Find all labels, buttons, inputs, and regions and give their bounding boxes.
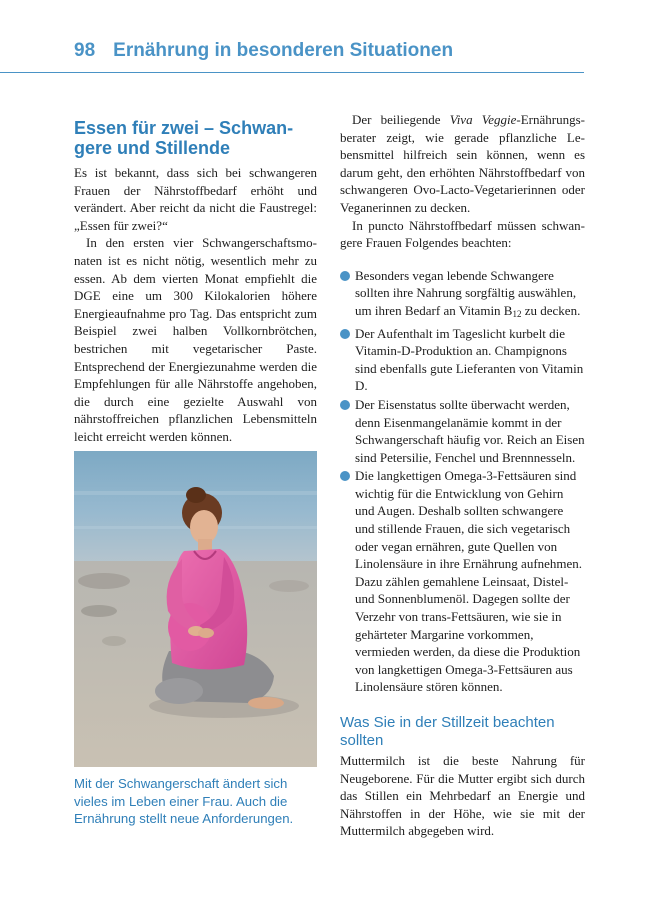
bullet-1-subscript: 12 (512, 308, 522, 319)
bullet-4-text: Die langkettigen Omega-3-Fettsäuren sind wichtig für die Entwicklung von Gehirn und Augen. Deshalb sollten schwangere und stillende Frauen, die sich vegetarisch oder vegan ernähren, gute Quellen von Linolensäure in ihre Ernährung aufnehmen. Dazu zählen gemahlene Leinsaat, Distel- und Sonnenblumenöl. Dagegen sollte der Verzehr von trans-Fettsäuren, wie sie in gehärteter Margarine vorkommen, vermieden werden, da diese die Produktion von langkettigen Omega-3-Fettsäuren aus Linolensäure stören können. (355, 468, 583, 695)
bullet-3-text: Der Eisenstatus sollte überwacht werden, denn Eisenmangelanämie kommt in der Schwangerschaft häufig vor. Reich an Eisen sind Petersilie, Fenchel und Brennnesseln. (355, 396, 585, 465)
bullet-dot-icon (340, 271, 350, 281)
photo-caption: Mit der Schwangerschaft ändert sich vieles im Leben einer Frau. Auch die Ernährung stellt neue Anforderungen. (74, 776, 294, 827)
running-head (74, 40, 584, 62)
bullet-dot-icon (340, 471, 350, 481)
bullet-1-end: zu decken. (521, 302, 581, 318)
section-title-line1: Essen für zwei – Schwan- (74, 118, 294, 138)
right-column (340, 111, 585, 840)
bullet-1-text: Besonders vegan lebende Schwangere sollten ihre Nahrung sorgfältig auswählen, um ihren Bedarf an Vitamin B (355, 267, 577, 318)
list-item (340, 325, 585, 395)
chapter-title: Ernährung in besonderen Situationen (113, 40, 454, 61)
bullet-list (340, 267, 585, 696)
left-paragraph-2: In den ersten vier Schwangerschaftsmonaten ist es nicht nötig, wesentlich mehr zu essen. Ab dem vierten Monat empfiehlt die DGE eine um 300 Kilokalorien höhere Energieaufnahme pro Tag. Das entspricht zum Beispiel zwei halben Vollkornbrötchen, bestrichen mit vegetarischer Paste. Entsprechend der Energiezunahme werden die Empfehlungen für alle Nährstoffe angehoben, die durch eine gezielte Auswahl von nährstoffreichen pflanzlichen Lebensmitteln leicht erreicht werden können. (74, 235, 317, 444)
section-title-line2: gere und Stillende (74, 138, 231, 158)
bullet-dot-icon (340, 400, 350, 410)
bullet-dot-icon (340, 329, 350, 339)
list-item (340, 467, 585, 696)
page-number: 98 (74, 40, 96, 61)
booklet-title: Viva Veggie (449, 112, 517, 127)
subheading: Was Sie in der Stillzeit beachten sollten (340, 714, 555, 749)
right-paragraph-1 (340, 111, 585, 217)
right-paragraph-2: In puncto Nährstoffbedarf müssen schwangere Frauen Folgendes beachten: (340, 217, 585, 251)
left-paragraph-1: Es ist bekannt, dass sich bei schwangeren Frauen der Nährstoffbedarf erhöht und verändert. Aber reicht da nicht die Faustregel: „Essen für zwei?“ (74, 165, 317, 233)
intro-prefix: Der beiliegende (352, 112, 450, 127)
bullet-2-text: Der Aufenthalt im Tageslicht kurbelt die Vitamin-D-Produktion an. Champignons sind ebenfalls gute Lieferanten von Vitamin D. (355, 325, 584, 394)
intro-rest: -Ernährungsberater zeigt, wie gerade pflanzliche Lebensmittel hilfreich sein können, wenn es darum geht, den erhöhten Nährstoffbedarf von schwangeren Ovo-Lacto-Vegetarierinnen oder Veganerinnen zu decken. (340, 112, 585, 215)
section-title (74, 118, 317, 158)
list-item (340, 396, 585, 466)
header-rule (0, 72, 584, 73)
list-item (340, 267, 585, 324)
pregnant-woman-photo (74, 451, 317, 767)
right-paragraph-3: Muttermilch ist die beste Nahrung für Neugeborene. Für die Mutter ergibt sich durch das Stillen ein Mehrbedarf an Energie und Nährstoffen in der Höhe, wie sie mit der Muttermilch abgegeben wird. (340, 753, 585, 839)
left-column (74, 118, 317, 446)
